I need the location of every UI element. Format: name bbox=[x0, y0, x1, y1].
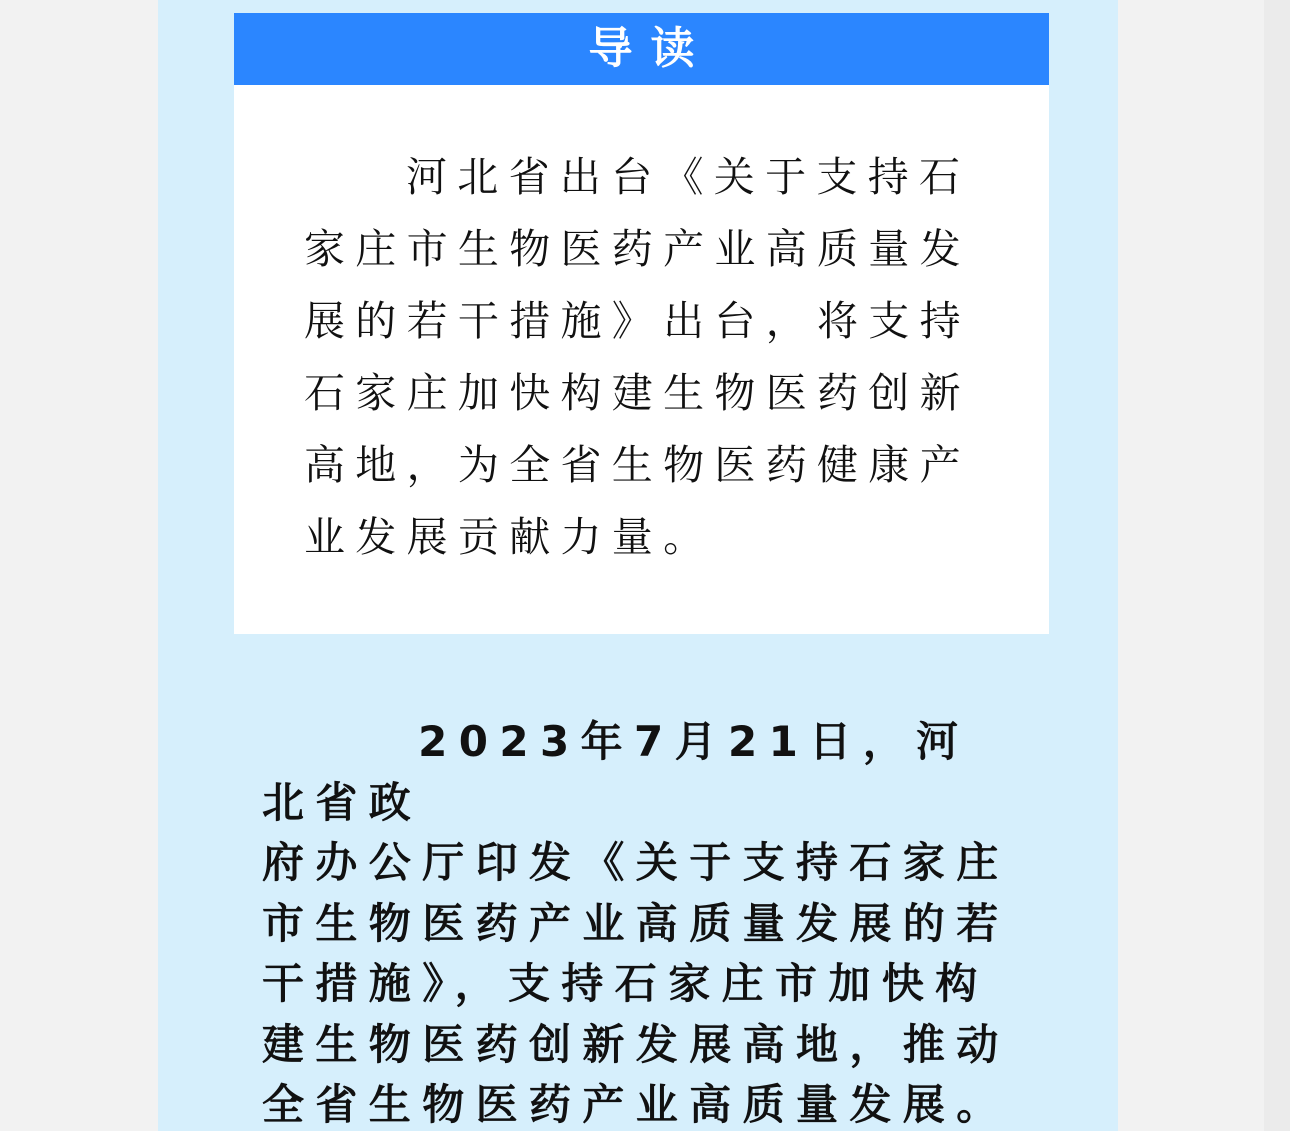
body-paragraph: 2023年7月21日，河北省政 府办公厅印发《关于支持石家庄 市生物医药产业高质量发展的若 干措施》，支持石家庄市加快构 建生物医药创新发展高地，推动 全省生物医药产业高质量发展。 bbox=[262, 717, 1010, 1129]
page-right-strip bbox=[1264, 0, 1290, 1131]
intro-text: 河北省出台《关于支持石 家庄市生物医药产业高质量发 展的若干措施》出台，将支持 石家庄加快构建生物医药创新 高地，为全省生物医药健康产 业发展贡献力量。 bbox=[304, 153, 971, 561]
intro-box bbox=[234, 13, 1049, 634]
intro-header: 导读 bbox=[234, 13, 1049, 85]
